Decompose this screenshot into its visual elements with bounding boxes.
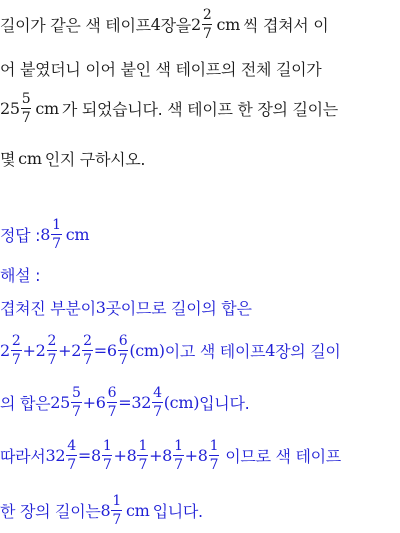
fraction [66,439,77,472]
fraction [11,334,22,367]
denominator: 7 [67,456,76,473]
denominator: 7 [21,109,31,126]
whole-number: 32 [131,392,152,412]
numerator: 5 [72,384,81,401]
denominator: 7 [83,351,92,368]
text: 가 되었습니다. 색 테이프 한 장의 길이는 [61,99,338,119]
fraction [107,386,118,419]
numerator: 1 [52,216,61,233]
fraction [111,494,122,527]
denominator: 7 [72,403,81,420]
explanation-line-3 [0,380,400,424]
numerator: 1 [174,437,183,454]
numerator: 1 [209,437,219,454]
whole-number: 6 [95,392,106,412]
denominator: 7 [47,351,57,368]
numerator: 2 [47,332,57,349]
text: 장을 [160,15,191,35]
numerator: 5 [21,90,31,107]
whole-number: 32 [45,445,66,465]
plus-sign: + [113,445,127,465]
unit: (cm) [163,392,200,412]
numerator: 1 [102,437,112,454]
equals-sign: = [118,392,132,412]
unit: cm [18,148,42,168]
fraction [202,8,213,41]
fraction [51,218,62,251]
text: 입니다. [152,501,203,521]
explanation-line-5 [0,488,400,532]
whole-number: 8 [162,445,173,465]
text: 겹쳐진 부분이 [0,298,96,318]
fraction [173,439,184,472]
numerator: 1 [138,437,148,454]
numerator: 4 [153,384,162,401]
fraction [137,439,148,472]
numerator: 2 [11,332,21,349]
explanation-line-1 [0,292,400,322]
problem-line-4 [0,140,400,176]
explanation-line-2 [0,328,400,372]
number: 4 [150,14,161,34]
unit: cm [65,224,90,244]
fraction [102,439,113,472]
text: 곳이므로 길이의 합은 [105,298,252,318]
denominator: 7 [174,456,183,473]
whole-number: 2 [71,340,82,360]
numerator: 4 [67,437,76,454]
fraction [209,439,220,472]
number: 4 [265,340,276,360]
text: 이므로 색 테이프 [225,446,341,466]
fraction [82,334,93,367]
denominator: 7 [153,403,162,420]
numerator: 6 [118,332,128,349]
text: 씩 겹쳐서 이 [243,15,329,35]
plus-sign: + [184,445,198,465]
fraction [71,386,82,419]
fraction [47,334,58,367]
numerator: 1 [112,492,122,509]
whole-number: 8 [126,445,137,465]
whole-number: 2 [190,14,201,34]
problem-line-1 [0,2,400,46]
unit: (cm) [129,340,165,360]
whole-number: 25 [0,98,20,118]
denominator: 7 [52,235,61,252]
answer-line [0,212,400,256]
whole-number: 8 [90,445,101,465]
whole-number: 8 [40,224,51,244]
problem-line-2 [0,50,400,86]
denominator: 7 [118,351,128,368]
answer-label: 정답 : [0,225,41,245]
whole-number: 8 [100,500,111,520]
text: 입니다. [199,393,250,413]
text: 이고 색 테이프 [164,341,266,361]
whole-number: 8 [197,445,208,465]
plus-sign: + [22,340,36,360]
numerator: 2 [202,6,212,23]
text: 의 합은 [0,393,51,413]
text: 해설 : [0,265,41,285]
problem-line-3 [0,86,400,130]
whole-number: 25 [50,392,71,412]
numerator: 2 [83,332,92,349]
equals-sign: = [93,340,107,360]
plus-sign: + [58,340,72,360]
whole-number: 2 [0,340,10,360]
whole-number: 2 [35,340,46,360]
plus-sign: + [149,445,163,465]
fraction [21,92,32,125]
text: 어 붙였더니 이어 붙인 색 테이프의 전체 길이가 [0,59,322,79]
text: 길이가 같은 색 테이프 [0,15,151,35]
plus-sign: + [82,392,96,412]
denominator: 7 [11,351,21,368]
denominator: 7 [209,456,219,473]
denominator: 7 [138,456,148,473]
numerator: 6 [107,384,117,401]
text: 따라서 [0,446,46,466]
text: 인지 구하시오. [44,149,146,169]
denominator: 7 [112,511,122,528]
unit: cm [35,98,59,118]
denominator: 7 [202,25,212,42]
denominator: 7 [107,403,117,420]
number: 3 [95,297,106,317]
text: 한 장의 길이는 [0,501,101,521]
unit: cm [126,500,150,520]
fraction [152,386,163,419]
text: 장의 길이 [275,341,341,361]
denominator: 7 [102,456,112,473]
equals-sign: = [77,445,91,465]
unit: cm [216,14,241,34]
fraction [118,334,129,367]
text: 몇 [0,149,16,169]
explanation-label [0,259,400,289]
whole-number: 6 [106,340,117,360]
explanation-line-4 [0,433,400,477]
